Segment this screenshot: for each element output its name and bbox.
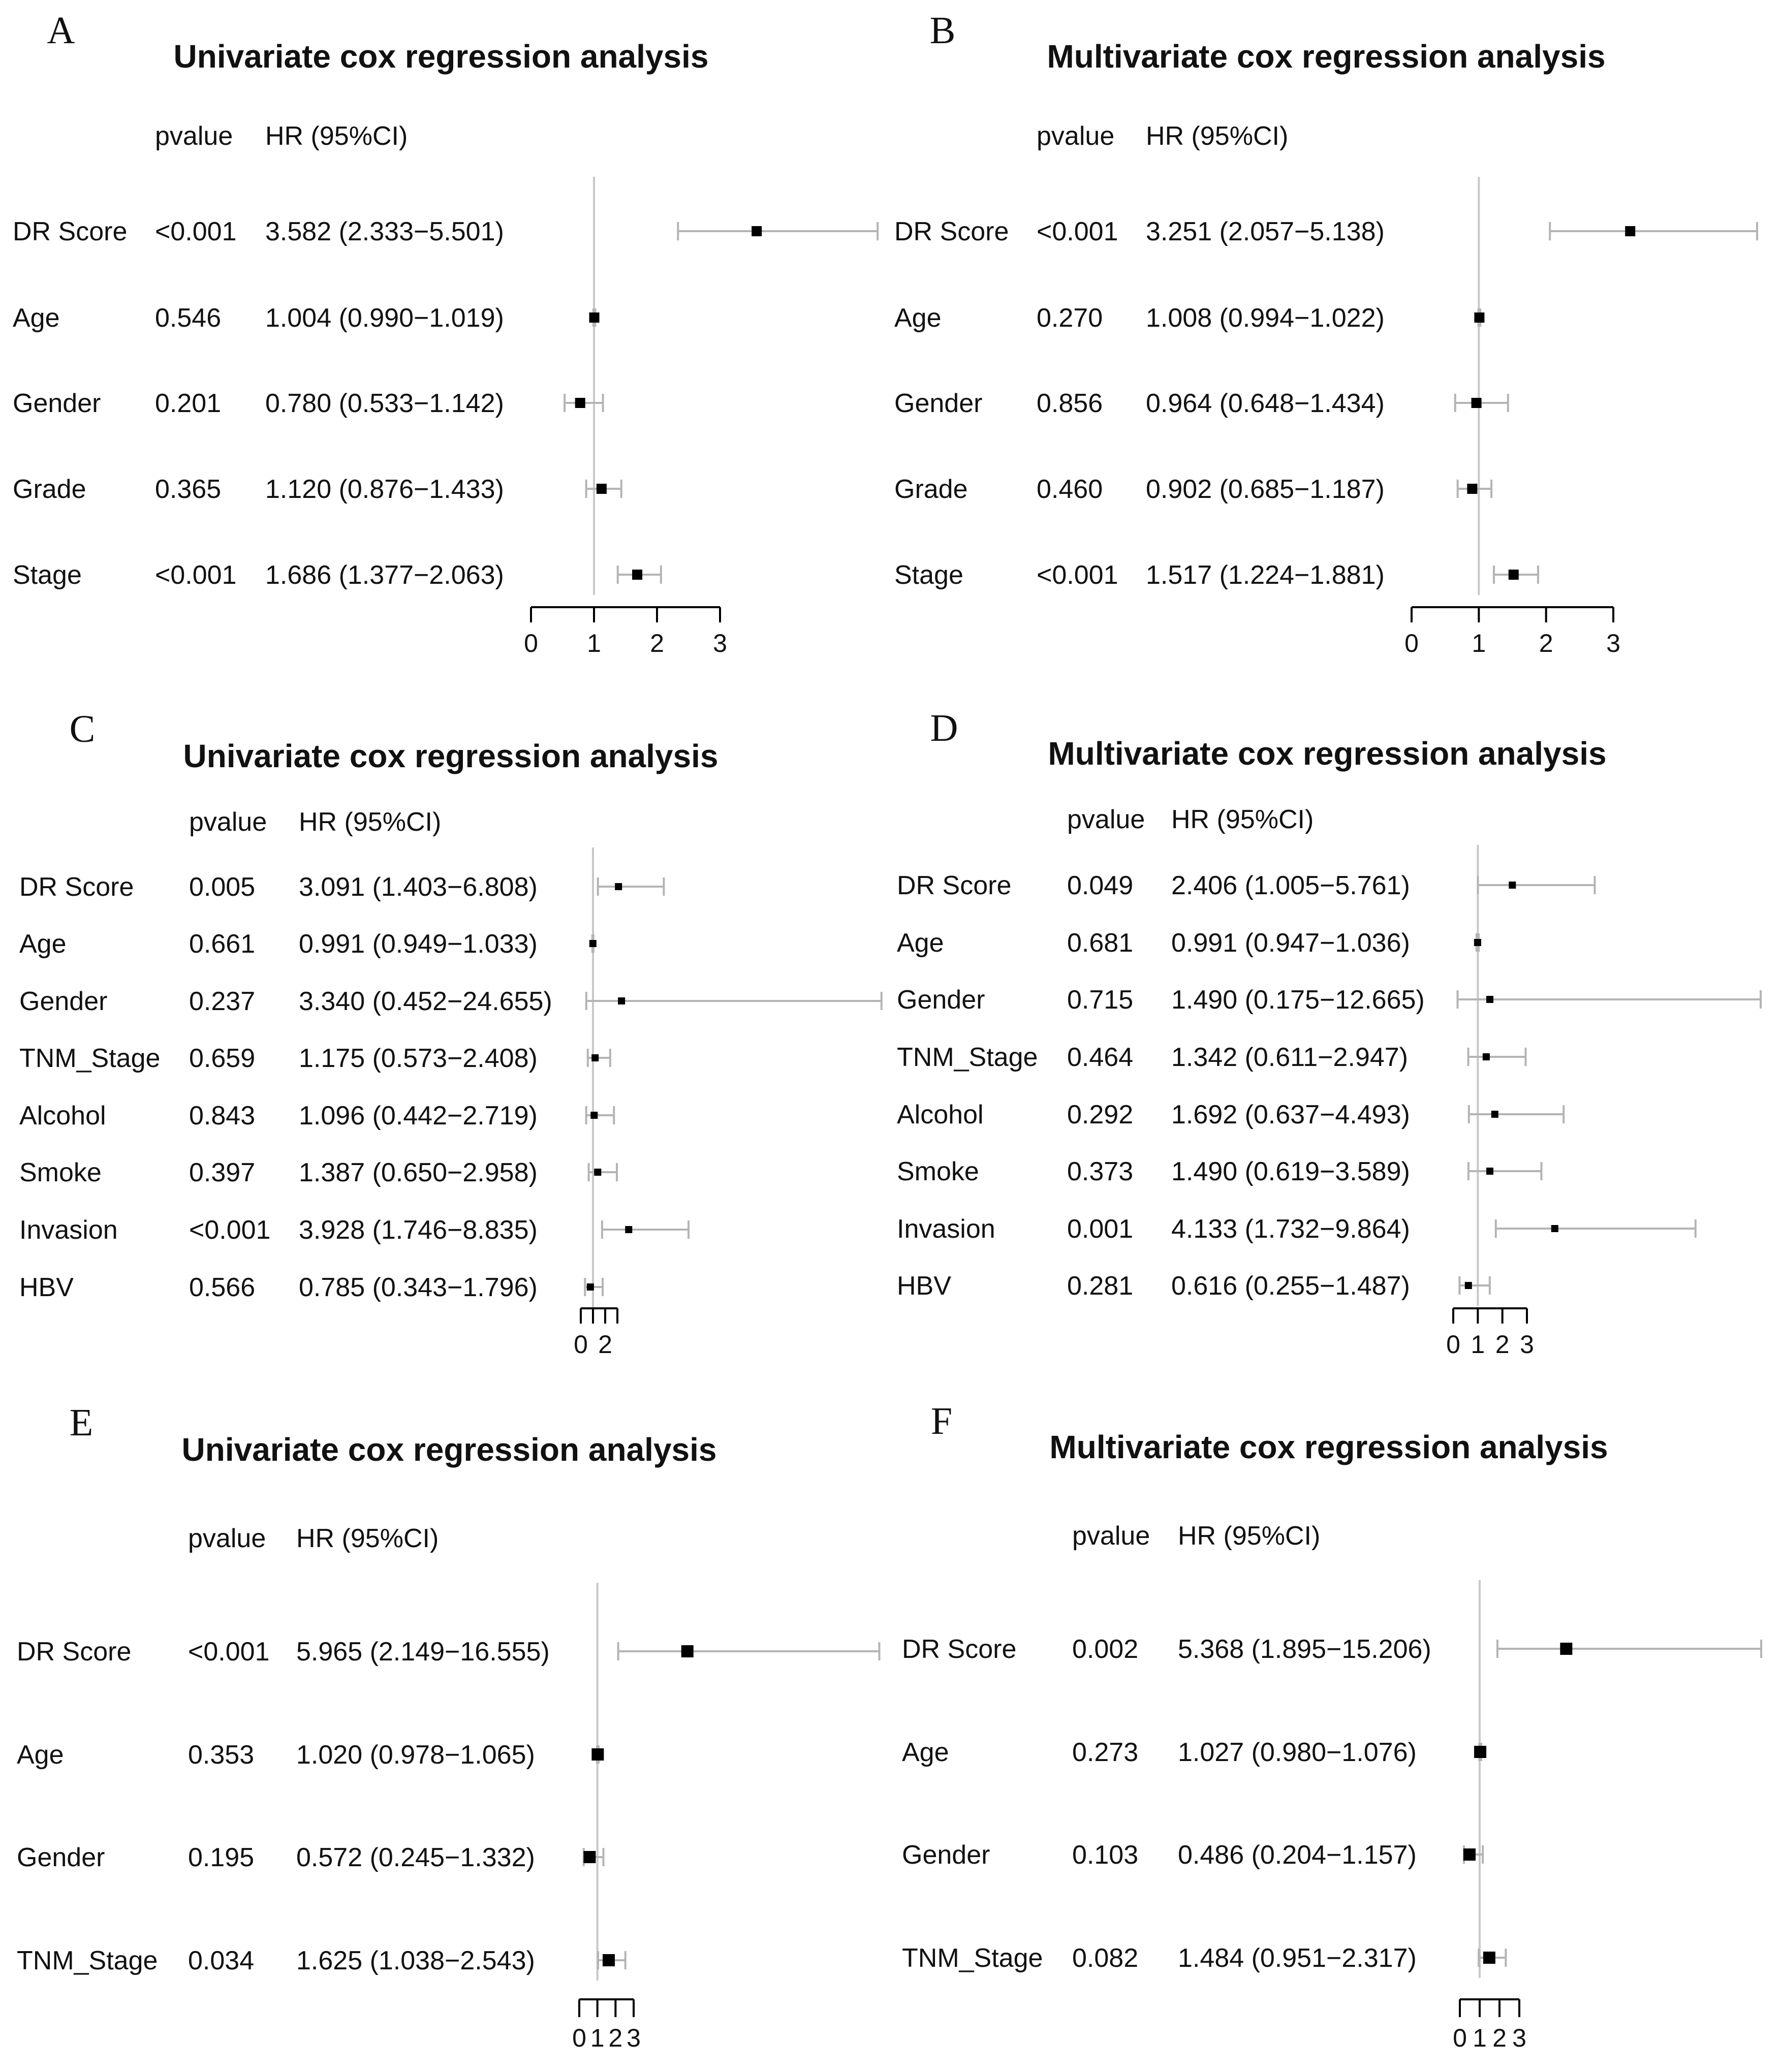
hr-point [589,312,599,323]
row-pvalue: 0.082 [1072,1943,1139,1973]
row-hr-ci: 1.692 (0.637−4.493) [1171,1100,1410,1129]
row-label: TNM_Stage [897,1043,1038,1072]
hr-ci-header: HR (95%CI) [265,121,408,151]
row-label: HBV [19,1273,74,1302]
x-tick-label: 2 [1492,2024,1507,2052]
x-tick-label: 2 [598,1330,612,1359]
chart-title: Multivariate cox regression analysis [1048,735,1607,772]
row-pvalue: 0.201 [155,389,222,418]
hr-point [591,1054,599,1061]
row-label: Gender [897,985,985,1015]
row-label: Gender [13,389,101,418]
row-hr-ci: 3.340 (0.452−24.655) [299,987,552,1016]
row-hr-ci: 1.490 (0.175−12.665) [1171,985,1425,1015]
row-pvalue: <0.001 [1037,217,1118,246]
row-label: Gender [19,987,108,1016]
row-pvalue: 0.237 [189,987,256,1016]
hr-point [632,570,642,580]
chart-title: Univariate cox regression analysis [183,738,718,774]
x-tick-label: 1 [1473,2024,1487,2052]
row-pvalue: 0.546 [155,303,222,333]
row-hr-ci: 1.096 (0.442−2.719) [299,1101,538,1131]
row-pvalue: 0.661 [189,929,256,959]
row-pvalue: 0.397 [189,1158,256,1187]
x-tick-label: 2 [1539,629,1553,657]
x-tick-label: 0 [1404,629,1419,657]
row-pvalue: 0.460 [1037,475,1103,504]
row-hr-ci: 3.251 (2.057−5.138) [1146,217,1385,246]
hr-point [603,1954,615,1966]
row-hr-ci: 0.572 (0.245−1.332) [296,1843,535,1872]
row-label: HBV [897,1271,951,1301]
hr-point [615,883,622,890]
pvalue-header: pvalue [1037,121,1115,151]
row-hr-ci: 1.027 (0.980−1.076) [1178,1738,1417,1767]
row-label: Age [13,303,60,333]
row-label: Age [894,303,942,333]
x-tick-label: 3 [1512,2024,1526,2052]
row-pvalue: <0.001 [189,1215,271,1245]
row-label: DR Score [13,217,128,246]
x-tick-label: 1 [1472,629,1486,657]
row-label: Alcohol [897,1100,984,1129]
row-hr-ci: 1.020 (0.978−1.065) [296,1740,535,1770]
row-pvalue: 0.001 [1067,1214,1134,1244]
row-pvalue: 0.715 [1067,985,1134,1015]
row-hr-ci: 3.091 (1.403−6.808) [299,872,538,902]
hr-point [583,1851,596,1863]
row-label: TNM_Stage [19,1044,161,1073]
row-pvalue: 0.292 [1067,1100,1134,1129]
x-tick-label: 2 [1495,1330,1510,1359]
row-hr-ci: 0.616 (0.255−1.487) [1171,1271,1410,1301]
x-tick-label: 0 [524,629,538,657]
hr-ci-header: HR (95%CI) [1146,121,1289,151]
row-label: Invasion [19,1215,118,1245]
hr-ci-header: HR (95%CI) [1171,805,1314,834]
x-tick-label: 3 [713,629,727,657]
panel-letter: C [69,708,96,750]
row-pvalue: 0.464 [1067,1043,1134,1072]
hr-point [1551,1225,1558,1232]
hr-point [1472,398,1482,408]
hr-ci-header: HR (95%CI) [299,807,442,837]
row-pvalue: 0.566 [189,1273,256,1302]
row-label: Grade [13,475,86,504]
pvalue-header: pvalue [155,121,233,151]
row-label: Invasion [897,1214,995,1244]
hr-point [1474,939,1481,946]
hr-point [1474,1746,1486,1758]
row-hr-ci: 3.928 (1.746−8.835) [299,1215,538,1245]
x-tick-label: 0 [1446,1330,1460,1359]
row-pvalue: 0.270 [1037,303,1103,333]
x-tick-label: 1 [587,629,601,657]
chart-title: Univariate cox regression analysis [173,38,709,75]
row-label: Age [19,929,67,959]
panel-letter: F [930,1400,953,1442]
row-hr-ci: 1.175 (0.573−2.408) [299,1044,538,1073]
hr-point [752,226,762,236]
hr-point [1625,226,1635,236]
row-label: DR Score [894,217,1009,246]
hr-ci-header: HR (95%CI) [1178,1521,1321,1551]
chart-title: Multivariate cox regression analysis [1047,38,1606,75]
panel-letter: B [929,9,956,52]
pvalue-header: pvalue [188,1524,266,1553]
row-pvalue: 0.034 [188,1946,255,1975]
hr-point [1486,1168,1493,1175]
row-label: TNM_Stage [17,1946,158,1975]
row-hr-ci: 1.120 (0.876−1.433) [265,475,504,504]
row-pvalue: 0.049 [1067,871,1134,900]
hr-point [594,1169,601,1176]
row-label: Alcohol [19,1101,106,1131]
row-label: Stage [894,560,963,590]
row-label: Grade [894,475,968,504]
row-hr-ci: 0.486 (0.204−1.157) [1178,1840,1417,1870]
row-label: DR Score [902,1635,1017,1664]
row-pvalue: <0.001 [1037,560,1118,590]
row-hr-ci: 5.368 (1.895−15.206) [1178,1635,1431,1664]
x-tick-label: 2 [650,629,664,657]
x-tick-label: 3 [1520,1330,1534,1359]
x-tick-label: 1 [590,2024,605,2052]
row-pvalue: <0.001 [155,217,237,246]
row-label: Smoke [897,1157,979,1186]
row-hr-ci: 3.582 (2.333−5.501) [265,217,504,246]
hr-ci-header: HR (95%CI) [296,1524,439,1553]
row-hr-ci: 5.965 (2.149−16.555) [296,1637,550,1667]
x-tick-label: 0 [572,2024,586,2052]
row-label: DR Score [19,872,134,902]
row-hr-ci: 2.406 (1.005−5.761) [1171,871,1410,900]
row-pvalue: 0.856 [1037,389,1103,418]
row-hr-ci: 0.964 (0.648−1.434) [1146,389,1385,418]
row-pvalue: 0.365 [155,475,222,504]
x-tick-label: 3 [627,2024,641,2052]
x-tick-label: 1 [1471,1330,1485,1359]
row-hr-ci: 0.785 (0.343−1.796) [299,1273,538,1302]
row-label: Age [897,928,944,958]
row-hr-ci: 1.625 (1.038−2.543) [296,1946,535,1975]
hr-point [587,1283,594,1291]
hr-point [618,997,625,1004]
row-pvalue: 0.002 [1072,1635,1139,1664]
row-pvalue: 0.353 [188,1740,255,1770]
row-label: DR Score [17,1637,132,1667]
chart-title: Univariate cox regression analysis [181,1431,717,1468]
row-hr-ci: 1.517 (1.224−1.881) [1146,560,1385,590]
hr-point [1465,1282,1472,1289]
hr-point [597,484,607,494]
hr-point [591,1748,604,1761]
row-label: Stage [13,560,82,590]
row-pvalue: 0.659 [189,1044,256,1073]
hr-point [1509,882,1516,889]
hr-point [1467,484,1477,494]
hr-point [625,1226,632,1233]
row-pvalue: <0.001 [155,560,237,590]
row-pvalue: 0.273 [1072,1738,1139,1767]
hr-point [1509,570,1519,580]
row-hr-ci: 1.342 (0.611−2.947) [1171,1043,1408,1072]
hr-point [1491,1111,1498,1118]
row-pvalue: 0.195 [188,1843,255,1872]
row-pvalue: <0.001 [188,1637,270,1667]
x-tick-label: 3 [1606,629,1620,657]
row-label: Age [17,1740,64,1770]
row-hr-ci: 0.902 (0.685−1.187) [1146,475,1385,504]
row-hr-ci: 0.991 (0.949−1.033) [299,929,538,959]
pvalue-header: pvalue [189,807,267,837]
hr-point [1486,996,1493,1003]
hr-point [681,1645,694,1657]
row-hr-ci: 0.780 (0.533−1.142) [265,389,504,418]
hr-point [589,940,597,947]
row-pvalue: 0.103 [1072,1840,1139,1870]
row-pvalue: 0.005 [189,872,256,902]
row-label: Smoke [19,1158,102,1187]
row-hr-ci: 1.686 (1.377−2.063) [265,560,504,590]
pvalue-header: pvalue [1072,1521,1150,1551]
row-label: Gender [902,1840,990,1870]
row-hr-ci: 0.991 (0.947−1.036) [1171,928,1410,958]
row-label: TNM_Stage [902,1943,1043,1973]
hr-point [1483,1952,1495,1964]
row-pvalue: 0.281 [1067,1271,1134,1301]
panel-letter: D [930,707,958,749]
hr-point [1560,1643,1572,1655]
row-label: Gender [894,389,983,418]
row-label: Age [902,1738,949,1767]
row-hr-ci: 1.490 (0.619−3.589) [1171,1157,1410,1186]
row-hr-ci: 1.008 (0.994−1.022) [1146,303,1385,333]
row-hr-ci: 1.387 (0.650−2.958) [299,1158,538,1187]
hr-point [590,1112,598,1119]
x-tick-label: 2 [608,2024,623,2052]
row-pvalue: 0.843 [189,1101,256,1131]
x-tick-label: 0 [1453,2024,1467,2052]
panel-letter: E [69,1401,93,1444]
hr-point [1474,312,1484,323]
pvalue-header: pvalue [1067,805,1145,834]
row-pvalue: 0.373 [1067,1157,1134,1186]
x-tick-label: 0 [574,1330,588,1359]
hr-point [1463,1848,1476,1861]
row-label: Gender [17,1843,105,1872]
row-hr-ci: 4.133 (1.732−9.864) [1171,1214,1410,1244]
chart-title: Multivariate cox regression analysis [1049,1429,1608,1465]
row-hr-ci: 1.484 (0.951−2.317) [1178,1943,1417,1973]
row-label: DR Score [897,871,1012,900]
panel-letter: A [47,9,75,52]
hr-point [1483,1053,1490,1060]
row-hr-ci: 1.004 (0.990−1.019) [265,303,504,333]
row-pvalue: 0.681 [1067,928,1134,958]
hr-point [575,398,585,408]
